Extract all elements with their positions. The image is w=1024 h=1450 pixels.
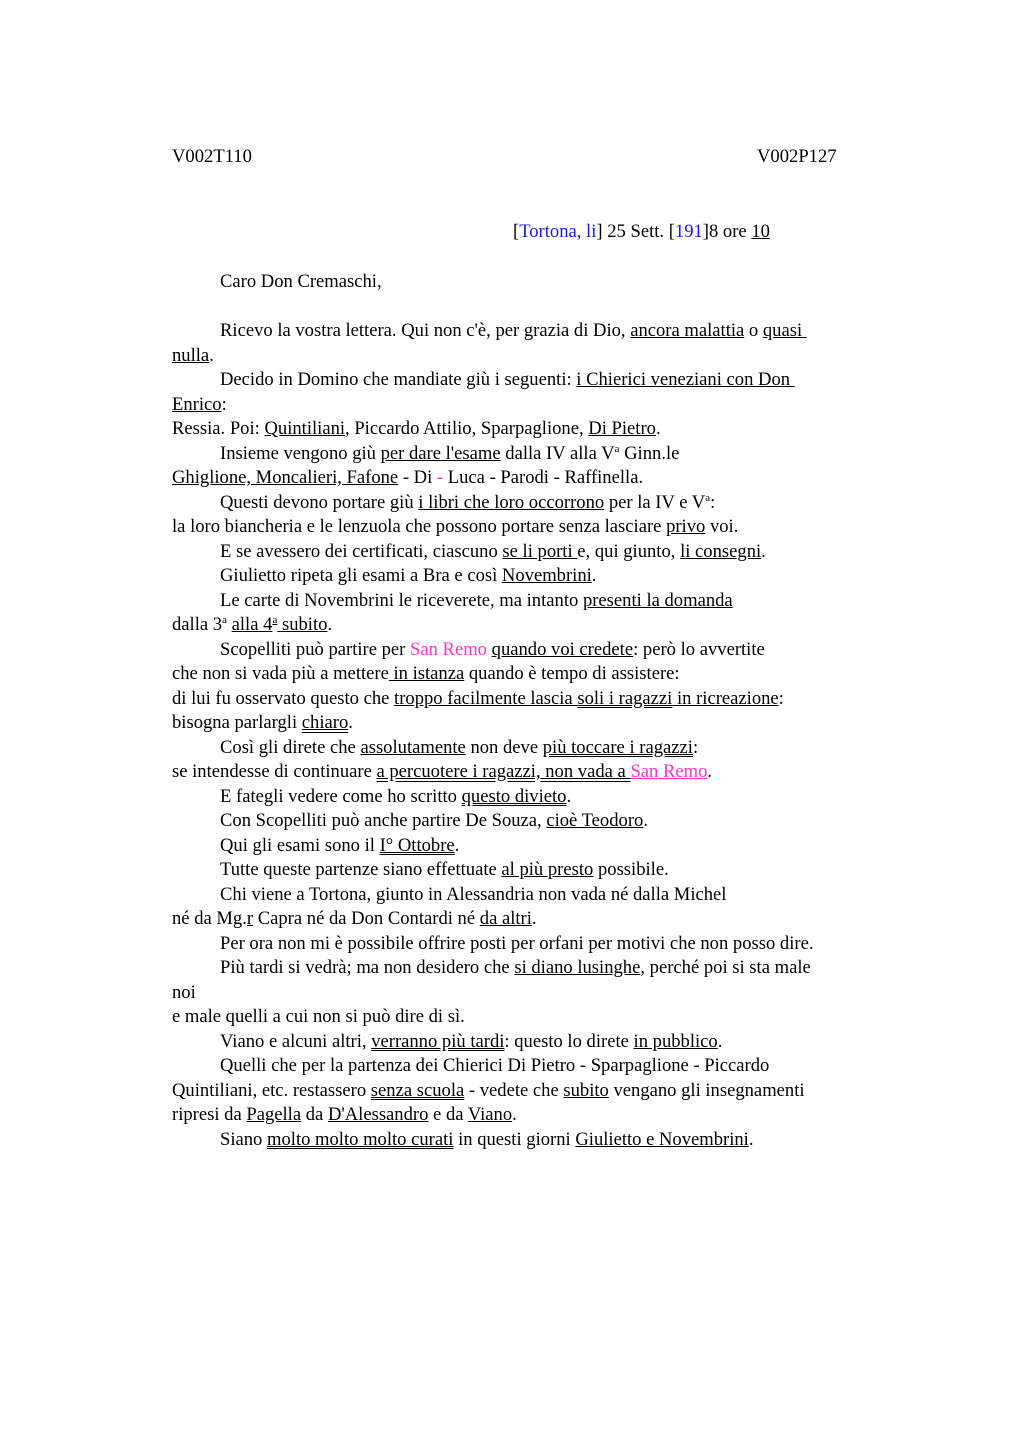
text-run: - Di <box>398 467 437 488</box>
text-run-u: Quintiliani <box>264 418 346 439</box>
text-run: Così gli direte che <box>220 736 361 758</box>
text-run: [ <box>513 221 520 242</box>
text-run-uu: questo divieto <box>461 785 567 807</box>
paragraph-gap <box>172 295 892 320</box>
text-run: : <box>221 393 227 415</box>
text-run: possibile. <box>593 859 669 880</box>
text-run: e da <box>428 1104 468 1125</box>
letter-line <box>172 638 892 663</box>
text-run-uu: soli i ragazzi <box>577 687 673 709</box>
text-run-u: quando voi credete <box>491 638 634 660</box>
text-run: vengano gli insegnamenti <box>608 1079 805 1101</box>
letter-line <box>172 1005 892 1030</box>
text-run: . <box>655 418 661 439</box>
text-run: . <box>512 1104 517 1125</box>
text-run: Ricevo la vostra lettera. Qui non c'è, per grazia di Dio, <box>220 320 631 341</box>
text-run-u: Pagella <box>246 1104 302 1125</box>
text-run: : <box>710 491 716 513</box>
text-run: : <box>778 687 784 709</box>
text-run: Caro Don Cremaschi, <box>220 271 382 292</box>
text-run-u: privo <box>666 516 706 537</box>
text-run: . <box>707 761 713 782</box>
text-run: ripresi da <box>172 1104 247 1125</box>
text-run: quando è tempo di assistere: <box>464 663 680 684</box>
letter-line <box>172 442 892 467</box>
text-run-u: per dare l'esame <box>380 442 501 464</box>
text-run-u: i libri che loro occorrono <box>418 491 605 513</box>
text-run: , Piccardo Attilio, Sparpaglione, <box>345 418 589 439</box>
text-run-u: presenti la domanda <box>582 589 733 611</box>
text-run: la loro biancheria e le lenzuola che possono portare senza lasciare <box>172 516 667 537</box>
text-run: : <box>692 736 699 758</box>
text-run: ]8 ore <box>702 221 752 242</box>
text-run-blue: 191 <box>674 221 703 242</box>
letter-line <box>172 662 892 687</box>
letter-line <box>172 981 892 1006</box>
text-run: Chi viene a Tortona, giunto in Alessandria non vada né dalla Michel <box>220 883 727 905</box>
text-run: Luca - Parodi - Raffinella. <box>443 467 644 488</box>
text-run-sup: a <box>705 491 711 504</box>
text-run-u: li consegni <box>680 540 762 562</box>
letter-line <box>172 1128 892 1153</box>
text-run: : però lo avvertite <box>633 638 765 660</box>
letter-line <box>172 932 892 957</box>
letter-line <box>172 613 892 638</box>
text-run: . <box>643 810 648 831</box>
text-run: né da Mg. <box>172 908 247 929</box>
document-code-left: V002T110 <box>172 146 252 167</box>
text-run: voi. <box>705 516 739 537</box>
text-run-u: in ricreazione <box>672 687 779 709</box>
text-run: . <box>327 614 333 635</box>
letter-line <box>172 564 892 589</box>
text-run: . <box>454 834 460 856</box>
document-code-right: V002P127 <box>757 146 837 167</box>
letter-line <box>172 540 892 565</box>
letter-line <box>172 858 892 883</box>
letter-line <box>172 687 892 712</box>
text-run: Viano e alcuni altri, <box>220 1030 372 1052</box>
text-run: Qui gli esami sono il <box>220 834 380 856</box>
text-run: Le carte di Novembrini le riceverete, ma intanto <box>220 589 583 611</box>
letter-line <box>172 368 892 393</box>
text-run-uu: I° Ottobre <box>379 834 455 856</box>
text-run: E fategli vedere come ho scritto <box>220 785 462 807</box>
text-run-uu: senza scuola <box>370 1079 465 1101</box>
text-run: Ressia. Poi: <box>172 418 265 439</box>
text-run-u: subito <box>277 614 328 635</box>
text-run: Capra né da Don Contardi né <box>253 908 480 929</box>
text-run-u: in istanza <box>388 663 465 684</box>
text-run-u: cioè Teodoro <box>546 810 644 831</box>
text-run: . <box>531 908 537 929</box>
text-run-u: i Chierici veneziani con Don <box>576 369 795 390</box>
text-run-u: subito <box>563 1079 609 1101</box>
text-run-u: da altri <box>479 908 532 929</box>
text-run: . <box>209 344 214 366</box>
text-run: Quelli che per la partenza dei Chierici Di Pietro - Sparpaglione - Piccardo <box>220 1055 770 1076</box>
text-run: . <box>717 1030 723 1052</box>
text-run: se intendesse di continuare <box>172 761 377 782</box>
text-run-u: se li porti <box>502 540 578 562</box>
letter-line <box>172 589 892 614</box>
letter-line <box>172 809 892 834</box>
letter-line <box>172 1103 892 1128</box>
letter-line <box>172 956 892 981</box>
text-run-uu: chiaro <box>301 712 349 733</box>
text-run: , perché poi si sta male <box>640 957 811 978</box>
text-run-u: assolutamente <box>360 736 466 758</box>
text-run-uu: verranno più tardi <box>371 1030 505 1052</box>
text-run-u: nulla <box>172 344 210 366</box>
text-run-u: si diano lusinghe <box>514 957 641 978</box>
text-run: Con Scopelliti può anche partire De Souza, <box>220 810 547 831</box>
text-run-u: in pubblico <box>633 1030 718 1052</box>
text-run-u: Viano <box>467 1104 513 1125</box>
text-run: Per ora non mi è possibile offrire posti per orfani per motivi che non posso dire. <box>220 932 814 954</box>
text-run: : questo lo direte <box>504 1030 634 1052</box>
text-run-uu: molto molto molto curati <box>267 1128 454 1150</box>
text-run: che non si vada più a mettere <box>172 663 389 684</box>
text-run: . <box>591 565 597 586</box>
text-run-umag: San Remo <box>630 761 708 782</box>
letter-line <box>172 785 892 810</box>
text-run-u: Enrico <box>172 393 222 415</box>
letter-line <box>172 711 892 736</box>
text-run: o <box>744 320 763 341</box>
text-run-u: alla 4 <box>231 614 273 635</box>
text-run: . <box>761 540 766 562</box>
text-run-mag: San Remo <box>410 638 487 660</box>
text-run: non deve <box>465 736 543 758</box>
text-run: per la IV e V <box>604 491 706 513</box>
text-run-u: D'Alessandro <box>327 1104 429 1125</box>
text-run: di lui fu osservato questo che <box>172 687 395 709</box>
text-run: Decido in Domino che mandiate giù i seguenti: <box>220 369 577 390</box>
letter-line <box>172 515 892 540</box>
letter-line <box>172 270 892 295</box>
letter-line <box>172 319 892 344</box>
text-run-mag: - <box>436 467 444 488</box>
text-run: noi <box>172 981 196 1003</box>
text-run-u: Di Pietro <box>588 418 656 439</box>
text-run-sup: a <box>614 442 620 455</box>
letter-line <box>172 883 892 908</box>
text-run-u: Ghiglione, Moncalieri, Fafone <box>172 467 399 488</box>
text-run: e, qui giunto, <box>577 540 681 562</box>
text-run-u: quasi <box>762 320 807 341</box>
text-run: E se avessero dei certificati, ciascuno <box>220 540 503 562</box>
letter-body <box>172 270 892 1152</box>
text-run-u: al più presto <box>501 859 594 880</box>
text-run-u: 10 <box>751 221 770 242</box>
text-run: . <box>748 1128 754 1150</box>
text-run: bisogna parlargli <box>172 712 302 733</box>
text-run-u: troppo facilmente lascia <box>394 687 578 709</box>
text-run-blue: Tortona, li <box>519 221 597 242</box>
text-run-u: Giulietto e Novembrini <box>575 1128 749 1150</box>
text-run-usup: a <box>272 614 278 626</box>
text-run: Tutte queste partenze siano effettuate <box>220 859 502 880</box>
letter-line <box>172 1030 892 1055</box>
text-run-u: r <box>246 908 254 929</box>
text-run: Insieme vengono giù <box>220 442 381 464</box>
text-run-uu: più toccare i ragazzi <box>542 736 693 758</box>
letter-line <box>172 466 892 491</box>
letter-line <box>172 393 892 418</box>
text-run: dalla IV alla V <box>500 442 615 464</box>
text-run: da <box>301 1104 328 1125</box>
text-run: Scopelliti può partire per <box>220 638 411 660</box>
letter-line <box>172 344 892 369</box>
text-run: Quintiliani, etc. restassero <box>172 1079 371 1101</box>
letter-line <box>172 907 892 932</box>
letter-line <box>172 736 892 761</box>
dateline <box>513 221 770 243</box>
text-run: ] 25 Sett. [ <box>596 221 675 242</box>
text-run: . <box>566 785 572 807</box>
letter-line <box>172 760 892 785</box>
text-run: Ginn.le <box>619 442 680 464</box>
letter-line <box>172 417 892 442</box>
text-run: Giulietto ripeta gli esami a Bra e così <box>220 565 502 586</box>
text-run: Più tardi si vedrà; ma non desidero che <box>220 957 515 978</box>
text-run-uu: a percuotere i ragazzi, non vada a <box>376 761 631 782</box>
text-run: in questi giorni <box>453 1128 576 1150</box>
text-run: Questi devono portare giù <box>220 491 419 513</box>
text-run: e male quelli a cui non si può dire di sì. <box>172 1006 465 1027</box>
letter-line <box>172 834 892 859</box>
text-run-sup: a <box>222 614 227 626</box>
text-run-u: Novembrini <box>501 565 592 586</box>
text-run: . <box>348 712 353 733</box>
letter-line <box>172 1054 892 1079</box>
letter-line <box>172 491 892 516</box>
text-run: Siano <box>220 1128 268 1150</box>
text-run-u: ancora malattia <box>630 320 745 341</box>
text-run: - vedete che <box>464 1079 564 1101</box>
text-run: dalla 3 <box>172 614 223 635</box>
letter-line <box>172 1079 892 1104</box>
